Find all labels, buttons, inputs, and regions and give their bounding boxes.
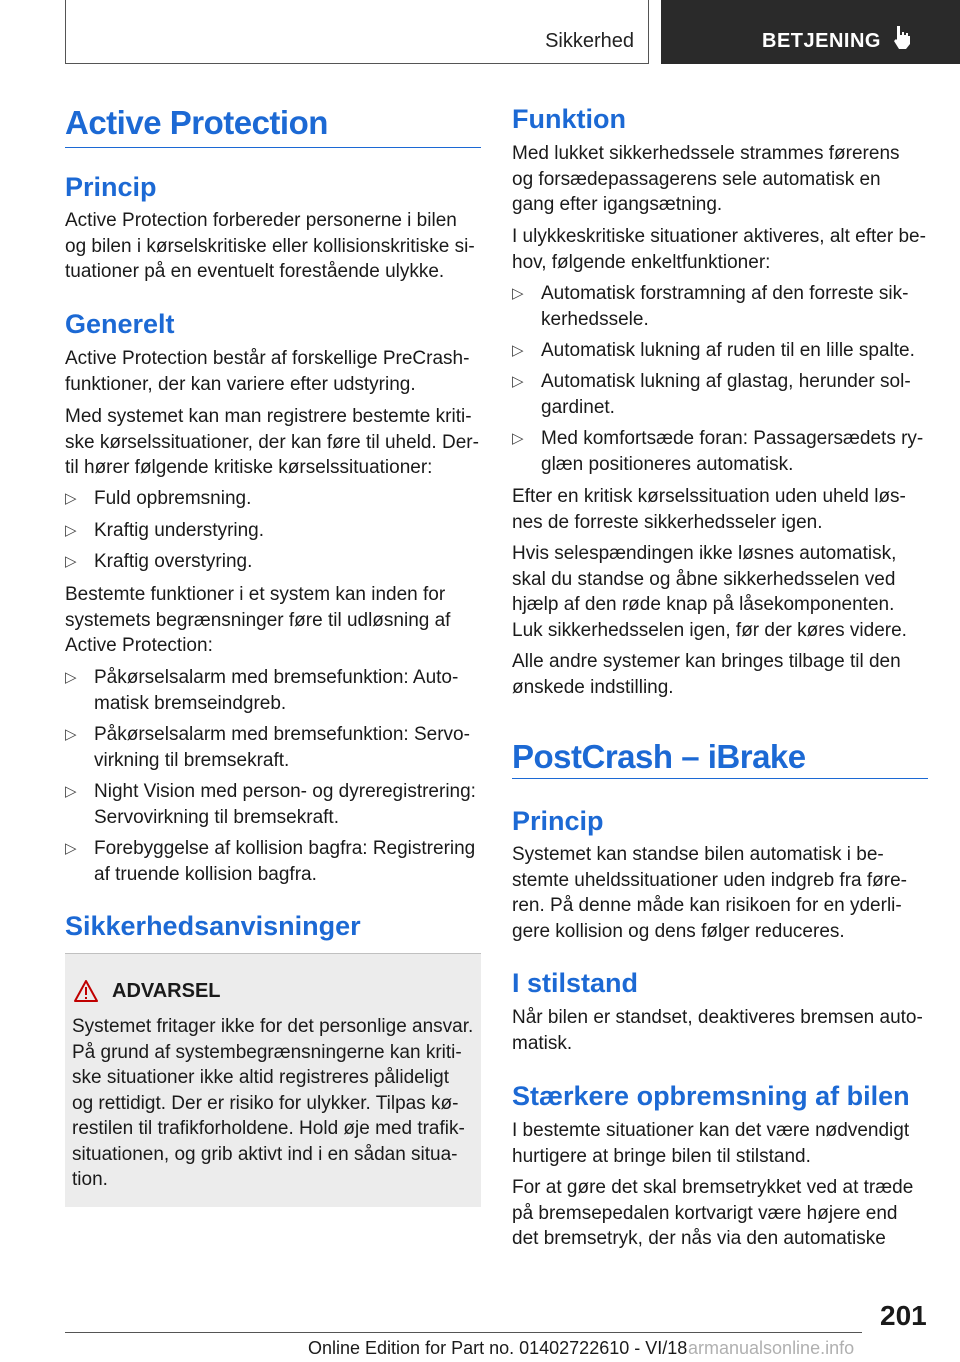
postcrash-princip-text [512,842,932,944]
funktion-paragraph-1 [512,141,932,218]
triangle-bullet-icon: ▷ [512,373,524,390]
text-line: Hvis selespændingen ikke løsnes automatisk, [512,543,897,564]
text-line: Active Protection forbereder personerne i bilen [65,210,457,231]
text-line: funktioner, der kan variere efter udstyring. [65,373,416,395]
princip-heading: Princip [65,172,157,202]
title-rule [65,147,481,148]
funktion-heading: Funktion [512,104,626,134]
stilstand-text [512,1005,932,1056]
text-line: restilen til trafikforholdene. Hold øje med trafik- [72,1118,465,1139]
text-line: I bestemte situationer kan det være nødvendigt [512,1120,910,1141]
text-line: gere kollision og dens følger reduceres. [512,920,845,942]
triangle-bullet-icon: ▷ [65,783,77,800]
section-tab [65,0,649,64]
text-line: nes de forreste sikkerhedsseler igen. [512,511,823,533]
watermark: armanualsonline.info [688,1338,855,1358]
hand-pointer-icon [891,24,913,50]
text-line: tuationer på en eventuelt forestående ulykke. [65,261,445,282]
text-line: tion. [72,1169,108,1190]
text-line: hurtigere at bringe bilen til stilstand. [512,1145,811,1167]
triangle-bullet-icon: ▷ [65,490,77,507]
text-line: ønskede indstilling. [512,676,674,698]
text-line: hov, følgende enkeltfunktioner: [512,251,771,273]
edition-text: Online Edition for Part no. 01402722610 - VI/18 [308,1338,688,1358]
text-line: ren. På denne måde kan risikoen for en yderli- [512,895,902,916]
triangle-bullet-icon: ▷ [65,669,77,686]
text-line: og bilen i kørselskritiske eller kollisionskritiske si- [65,235,475,257]
triangle-bullet-icon: ▷ [512,342,524,359]
text-line: Efter en kritisk kørselssituation uden uheld løs- [512,486,906,507]
text-line: gang efter igangsætning. [512,194,723,215]
text-line: Systemet kan standse bilen automatisk i be- [512,844,884,865]
warning-text [72,1014,482,1193]
postcrash-rule [512,778,928,779]
text-line: systemets begrænsninger føre til udløsning af [65,609,451,631]
text-line: I ulykkeskritiske situationer aktiveres, alt efter be- [512,226,926,247]
warning-box-rule [65,953,481,954]
triangle-bullet-icon: ▷ [512,430,524,447]
princip-text [65,208,485,285]
triangle-bullet-icon: ▷ [65,840,77,857]
text-line: Active Protection: [65,635,213,656]
triangle-bullet-icon: ▷ [65,726,77,743]
text-line: til hører følgende kritiske kørselssituationer: [65,457,433,478]
postcrash-princip-heading: Princip [512,806,604,836]
generelt-paragraph-1 [65,346,485,397]
page-number: 201 [880,1300,927,1331]
staerkere-paragraph-2 [512,1175,932,1252]
funktion-paragraph-2 [512,224,932,275]
text-line: Active Protection består af forskellige PreCrash- [65,348,470,369]
text-line: Systemet fritager ikke for det personlige ansvar. [72,1016,474,1037]
chapter-tab-label: BETJENING [762,30,881,52]
funktion-paragraph-4 [512,541,932,643]
text-line: ske kørselssituationer, der kan føre til uheld. Der- [65,431,479,453]
funktion-paragraph-5 [512,649,932,700]
section-tab-label: Sikkerhed [545,30,634,52]
text-line: Med systemet kan man registrere bestemte kriti- [65,406,472,427]
text-line: hjælp af den røde knap på låsekomponenten. [512,594,895,615]
text-line: situationen, og grib aktivt ind i en sådan situa- [72,1143,458,1165]
staerkere-heading: Stærkere opbremsning af bilen [512,1081,910,1111]
stilstand-heading: I stilstand [512,968,639,998]
text-line: og forsædepassagerens sele automatisk en [512,168,881,190]
funktion-paragraph-3 [512,484,932,535]
text-line: På grund af systembegrænsningerne kan kriti- [72,1041,462,1063]
page-title: Active Protection [65,104,328,141]
triangle-bullet-icon: ▷ [65,522,77,539]
text-line: på bremsepedalen kortvarigt være højere end [512,1202,898,1224]
generelt-paragraph-2 [65,404,485,481]
text-line: ske situationer ikke altid registreres pålideligt [72,1067,450,1088]
generelt-paragraph-3 [65,582,485,659]
text-line: Luk sikkerhedsselen igen, før der køres videre. [512,619,907,641]
text-line: det bremsetryk, der nås via den automatiske [512,1228,886,1249]
postcrash-title: PostCrash – iBrake [512,738,806,775]
warning-triangle-icon [74,980,98,1002]
generelt-heading: Generelt [65,309,175,339]
triangle-bullet-icon: ▷ [512,285,524,302]
text-line: og rettidigt. Der er risiko for ulykker. Tilpas kø- [72,1092,459,1114]
text-line: Bestemte funktioner i et system kan inden for [65,584,446,605]
staerkere-paragraph-1 [512,1118,932,1169]
text-line: skal du standse og åbne sikkerhedsselen ved [512,568,896,590]
text-line: Med lukket sikkerhedssele strammes førerens [512,143,900,164]
chapter-tab [661,0,960,64]
safety-heading: Sikkerhedsanvisninger [65,911,361,941]
text-line: For at gøre det skal bremsetrykket ved at træde [512,1177,914,1198]
footer-rule [65,1332,862,1333]
warning-label: ADVARSEL [112,980,221,1002]
text-line: stemte uheldssituationer uden indgreb fra føre- [512,869,907,891]
triangle-bullet-icon: ▷ [65,553,77,570]
text-line: matisk. [512,1032,573,1054]
text-line: Når bilen er standset, deaktiveres bremsen auto- [512,1007,923,1028]
text-line: Alle andre systemer kan bringes tilbage til den [512,651,901,672]
